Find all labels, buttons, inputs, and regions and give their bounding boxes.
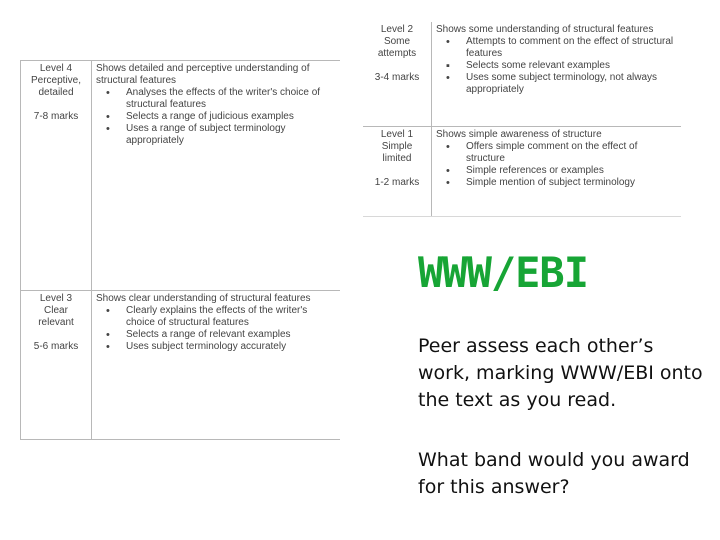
band-level: Level 3 — [39, 293, 73, 304]
level-4-row — [21, 61, 341, 291]
criteria-item: • Offers simple comment on the effect of structure — [444, 141, 677, 165]
criteria-item: • Analyses the effects of the writer's choice of structural features — [104, 87, 336, 111]
criteria-item: ▪ Selects some relevant examples — [444, 60, 677, 72]
criteria-heading: Shows clear understanding of structural features — [96, 293, 311, 304]
level-4-band-cell — [21, 61, 92, 291]
criteria-heading: Shows detailed and perceptive understanding of structural features — [96, 63, 310, 86]
criteria-item: • Simple references or examples — [444, 165, 677, 177]
band-marks: 3-4 marks — [374, 72, 420, 83]
question-text: What band would you award for this answer? — [418, 449, 690, 498]
criteria-list — [436, 141, 677, 189]
band-level: Level 2 — [380, 24, 414, 35]
criteria-item: • Simple mention of subject terminology — [444, 177, 677, 189]
criteria-item: • Uses a range of subject terminology appropriately — [104, 123, 336, 147]
level-2-row — [363, 22, 681, 127]
band-marks: 5-6 marks — [33, 341, 79, 352]
criteria-heading: Shows some understanding of structural features — [436, 24, 654, 35]
band-descriptor: attempts — [377, 48, 417, 59]
criteria-list — [96, 305, 336, 353]
criteria-list — [96, 87, 336, 147]
criteria-item: • Uses some subject terminology, not always appropriately — [444, 72, 677, 96]
criteria-list — [436, 36, 677, 96]
instruction-text: Peer assess each other’s work, marking WWW/EBI onto the text as you read. — [418, 335, 703, 411]
level-1-criteria-cell — [432, 127, 682, 217]
level-2-criteria-cell — [432, 22, 682, 127]
level-3-row — [21, 291, 341, 440]
band-descriptor: limited — [382, 153, 412, 164]
band-descriptor: relevant — [38, 317, 74, 328]
criteria-item: • Uses subject terminology accurately — [104, 341, 336, 353]
mark-scheme-table-upper-levels — [20, 60, 340, 440]
level-1-row — [363, 127, 681, 217]
level-2-band-cell — [363, 22, 432, 127]
band-descriptor: Simple — [381, 141, 413, 152]
criteria-item: • Selects a range of judicious examples — [104, 111, 336, 123]
slide-title: WWW/EBI — [418, 248, 589, 297]
criteria-item: • Selects a range of relevant examples — [104, 329, 336, 341]
level-3-criteria-cell — [92, 291, 341, 440]
criteria-item: • Attempts to comment on the effect of structural features — [444, 36, 677, 60]
criteria-heading: Shows simple awareness of structure — [436, 129, 602, 140]
band-descriptor: Clear — [44, 305, 68, 316]
level-1-band-cell — [363, 127, 432, 217]
criteria-item: • Clearly explains the effects of the writer's choice of structural features — [104, 305, 336, 329]
band-descriptor: Perceptive, — [30, 75, 82, 86]
level-3-band-cell — [21, 291, 92, 440]
band-descriptor: detailed — [38, 87, 74, 98]
level-4-criteria-cell — [92, 61, 341, 291]
band-level: Level 1 — [380, 129, 414, 140]
band-level: Level 4 — [39, 63, 73, 74]
band-descriptor: Some — [383, 36, 411, 47]
band-marks: 1-2 marks — [374, 177, 420, 188]
mark-scheme-table-lower-levels — [363, 22, 681, 217]
band-marks: 7-8 marks — [33, 111, 79, 122]
